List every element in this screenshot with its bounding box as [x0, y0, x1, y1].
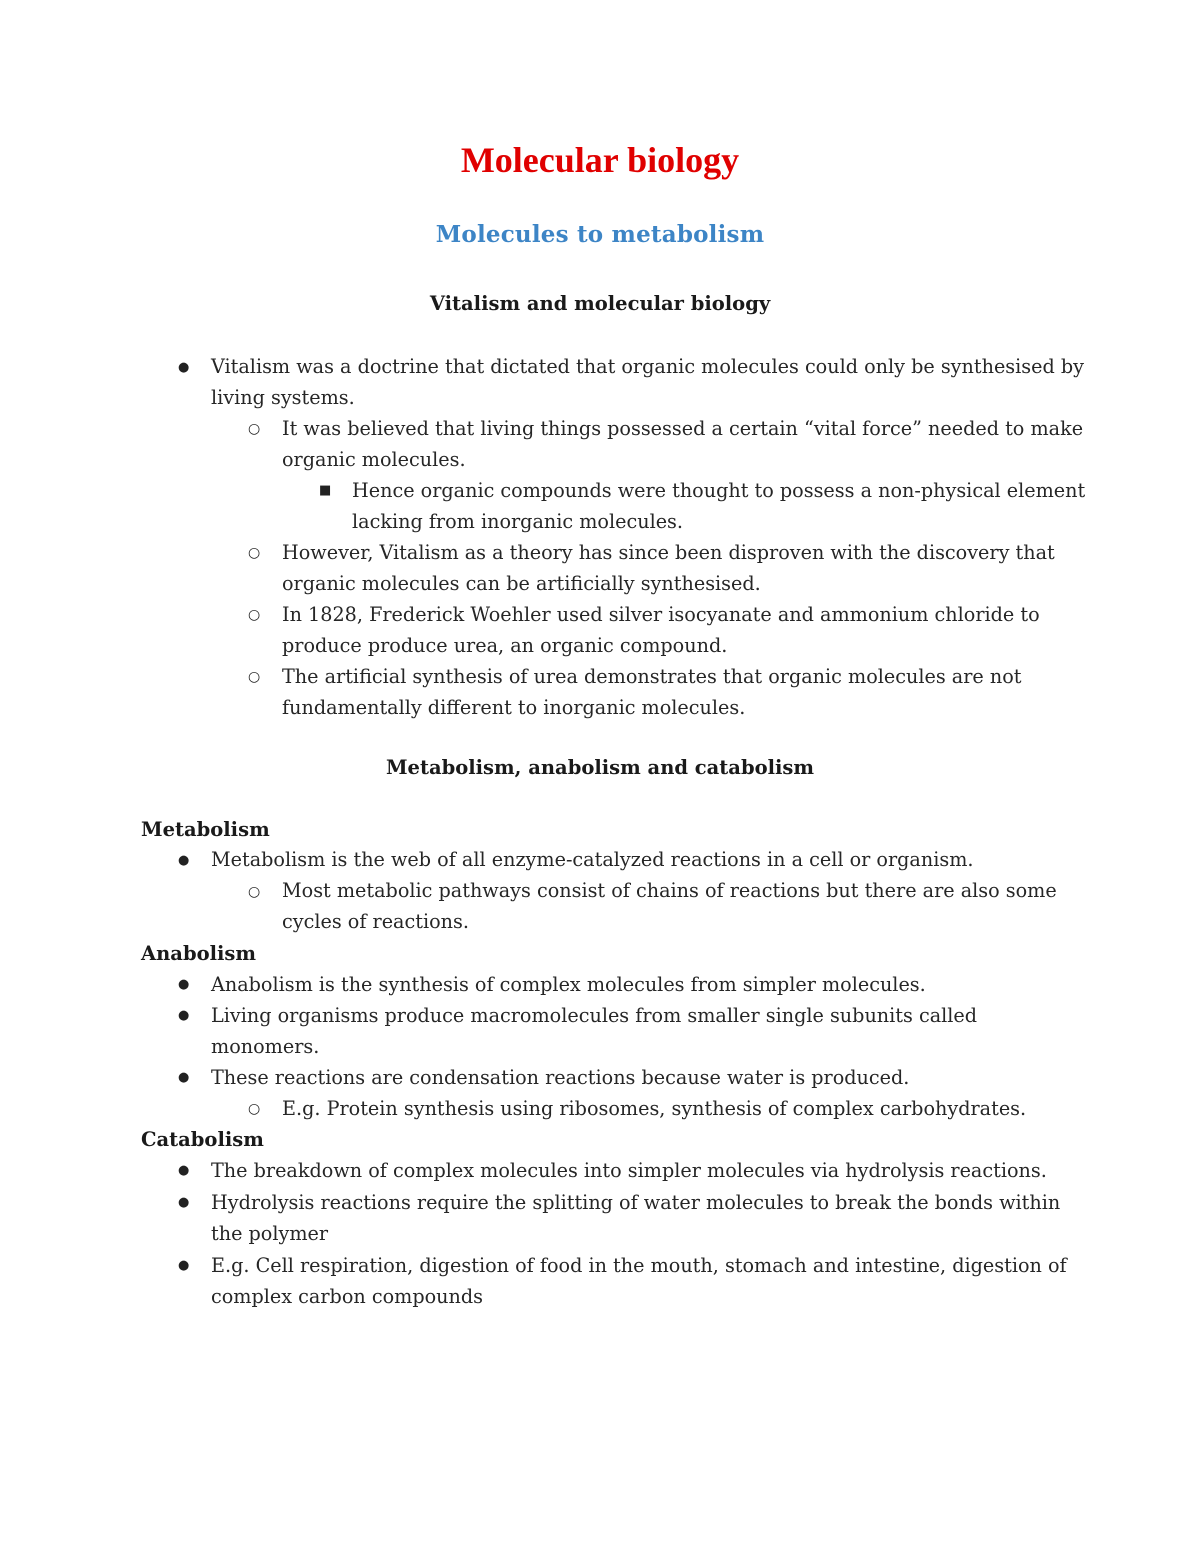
list-item-line: Metabolism is the web of all enzyme-catalyzed reactions in a cell or organism.: [211, 848, 974, 871]
bullet-circle-icon: ○: [248, 421, 261, 437]
bullet-disc-icon: ●: [178, 1195, 190, 1210]
bullet-disc-icon: ●: [178, 360, 190, 375]
bullet-disc-icon: ●: [178, 853, 190, 868]
list-item-line: These reactions are condensation reactions because water is produced.: [211, 1066, 910, 1089]
sub-heading-catabolism: Catabolism: [141, 1128, 264, 1151]
document-subtitle: Molecules to metabolism: [435, 221, 765, 248]
section-heading-metabolism: Metabolism, anabolism and catabolism: [385, 756, 815, 779]
bullet-circle-icon: ○: [248, 545, 261, 561]
list-item-line: It was believed that living things possessed a certain “vital force” needed to make: [282, 417, 1084, 440]
list-item-line: lacking from inorganic molecules.: [352, 510, 684, 533]
bullet-square-icon: ■: [319, 483, 332, 498]
list-item-line: cycles of reactions.: [282, 910, 469, 933]
bullet-circle-icon: ○: [248, 607, 261, 623]
list-item-line: Vitalism was a doctrine that dictated that organic molecules could only be synthesised by: [211, 355, 1084, 378]
document-title: Molecular biology: [460, 140, 740, 180]
list-item-line: E.g. Cell respiration, digestion of food in the mouth, stomach and intestine, digestion of: [211, 1254, 1067, 1277]
list-item-line: organic molecules.: [282, 448, 466, 471]
list-item-line: complex carbon compounds: [211, 1285, 484, 1308]
list-item-line: Living organisms produce macromolecules from smaller single subunits called: [211, 1004, 978, 1027]
list-item-line: In 1828, Frederick Woehler used silver isocyanate and ammonium chloride to: [282, 603, 1040, 626]
bullet-circle-icon: ○: [248, 884, 261, 900]
list-item-line: fundamentally different to inorganic molecules.: [282, 696, 746, 719]
bullet-circle-icon: ○: [248, 1101, 261, 1117]
list-item-line: monomers.: [211, 1035, 320, 1058]
list-item-line: The breakdown of complex molecules into simpler molecules via hydrolysis reactions.: [211, 1159, 1047, 1182]
list-item-line: Most metabolic pathways consist of chains of reactions but there are also some: [282, 879, 1057, 902]
sub-heading-metabolism: Metabolism: [141, 818, 270, 841]
bullet-circle-icon: ○: [248, 669, 261, 685]
list-item-line: However, Vitalism as a theory has since been disproven with the discovery that: [282, 541, 1055, 564]
bullet-disc-icon: ●: [178, 1163, 190, 1178]
list-item-line: the polymer: [211, 1222, 329, 1245]
bullet-disc-icon: ●: [178, 1070, 190, 1085]
list-item-line: produce produce urea, an organic compound.: [282, 634, 728, 657]
list-item-line: organic molecules can be artificially synthesised.: [282, 572, 761, 595]
section-heading-vitalism: Vitalism and molecular biology: [429, 292, 771, 315]
sub-heading-anabolism: Anabolism: [141, 942, 257, 965]
list-item-line: Hydrolysis reactions require the splitting of water molecules to break the bonds within: [211, 1191, 1061, 1214]
bullet-disc-icon: ●: [178, 1008, 190, 1023]
list-item-line: E.g. Protein synthesis using ribosomes, synthesis of complex carbohydrates.: [282, 1097, 1027, 1120]
list-item-line: Anabolism is the synthesis of complex molecules from simpler molecules.: [211, 973, 926, 996]
list-item-line: Hence organic compounds were thought to possess a non-physical element: [352, 479, 1086, 502]
bullet-disc-icon: ●: [178, 1258, 190, 1273]
list-item-line: The artificial synthesis of urea demonstrates that organic molecules are not: [282, 665, 1022, 688]
list-item-line: living systems.: [211, 386, 355, 409]
bullet-disc-icon: ●: [178, 977, 190, 992]
